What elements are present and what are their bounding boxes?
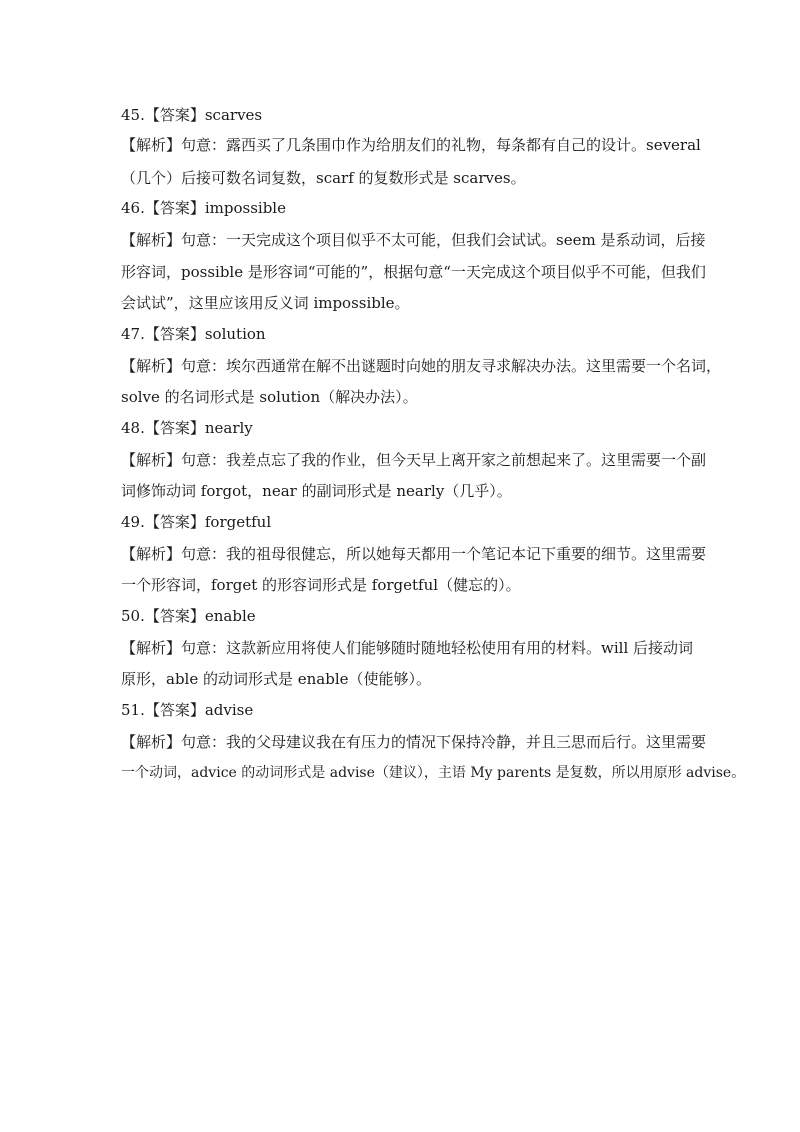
answer-45: 45.【答案】scarves <box>121 106 263 124</box>
explanation-45-line-1: 【解析】句意：露西买了几条围巾作为给朋友们的礼物，每条都有自己的设计。several <box>121 136 701 154</box>
explanation-46-line-1: 【解析】句意：一天完成这个项目似乎不太可能，但我们会试试。seem 是系动词，后接 <box>121 231 706 249</box>
answer-49: 49.【答案】forgetful <box>121 513 272 531</box>
explanation-47-line-2: solve 的名词形式是 solution（解决办法）。 <box>121 388 418 406</box>
answer-47: 47.【答案】solution <box>121 325 266 343</box>
explanation-50-line-1: 【解析】句意：这款新应用将使人们能够随时随地轻松使用有用的材料。will 后接动词 <box>121 639 694 657</box>
explanation-49-line-2: 一个形容词，forget 的形容词形式是 forgetful（健忘的）。 <box>121 576 521 594</box>
answer-48: 48.【答案】nearly <box>121 419 253 437</box>
explanation-50-line-2: 原形，able 的动词形式是 enable（使能够）。 <box>121 670 432 688</box>
explanation-51-line-2: 一个动词，advice 的动词形式是 advise（建议），主语 My parents 是复数，所以用原形 advise。 <box>121 765 746 781</box>
explanation-46-line-2: 形容词，possible 是形容词“可能的”，根据句意“一天完成这个项目似乎不可能，但我们 <box>121 263 706 281</box>
explanation-49-line-1: 【解析】句意：我的祖母很健忘，所以她每天都用一个笔记本记下重要的细节。这里需要 <box>121 545 707 563</box>
answer-50: 50.【答案】enable <box>121 607 256 625</box>
explanation-48-line-2: 词修饰动词 forgot，near 的副词形式是 nearly（几乎）。 <box>121 482 512 500</box>
explanation-51-line-1: 【解析】句意：我的父母建议我在有压力的情况下保持冷静，并且三思而后行。这里需要 <box>121 733 707 751</box>
explanation-47-line-1: 【解析】句意：埃尔西通常在解不出谜题时向她的朋友寻求解决办法。这里需要一个名词， <box>121 357 722 375</box>
explanation-46-line-3: 会试试”，这里应该用反义词 impossible。 <box>121 294 410 312</box>
answer-51: 51.【答案】advise <box>121 701 254 719</box>
explanation-48-line-1: 【解析】句意：我差点忘了我的作业，但今天早上离开家之前想起来了。这里需要一个副 <box>121 451 707 469</box>
answer-46: 46.【答案】impossible <box>121 199 286 217</box>
explanation-45-line-2: （几个）后接可数名词复数，scarf 的复数形式是 scarves。 <box>121 169 526 187</box>
